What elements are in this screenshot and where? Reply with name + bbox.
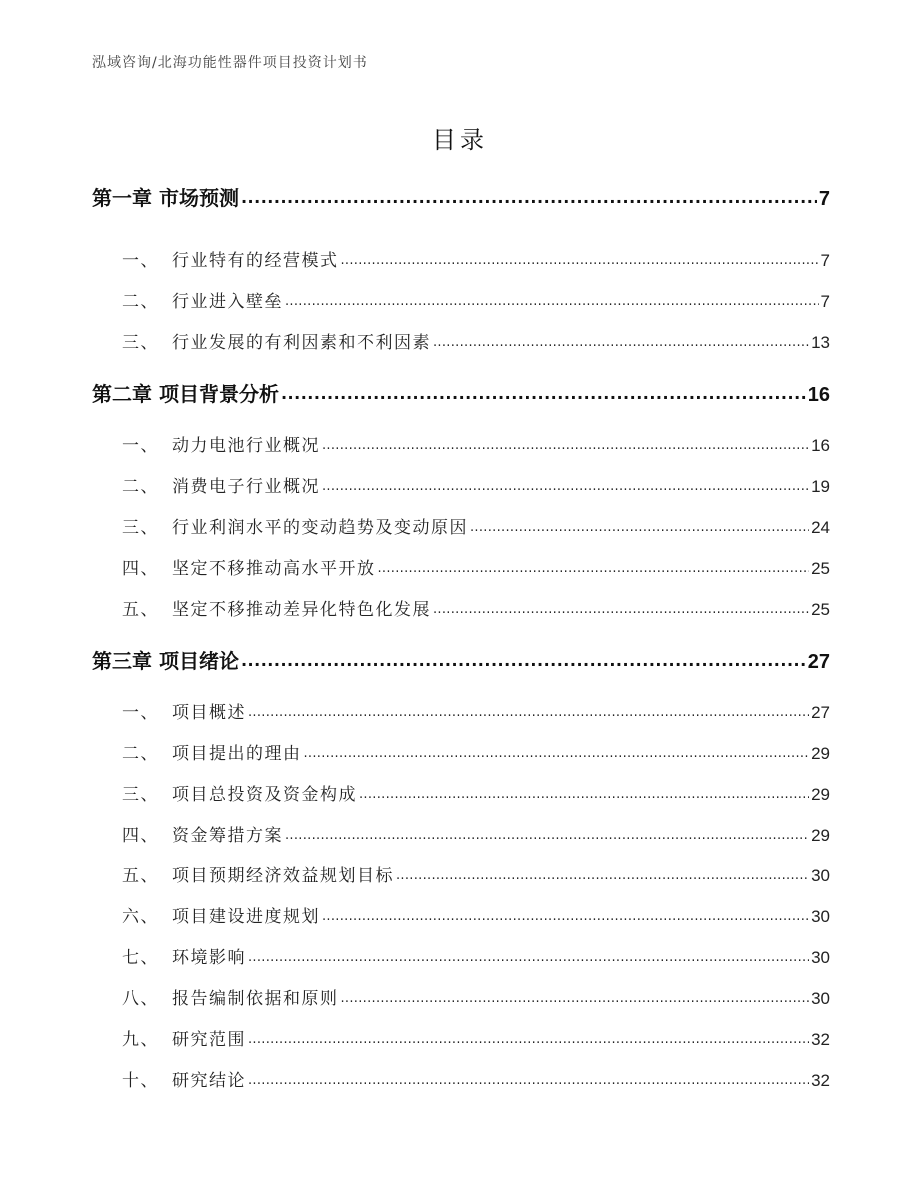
dot-leader [304, 742, 810, 759]
toc-entry-text: 项目概述 [172, 703, 246, 723]
toc-entry-label [92, 246, 341, 271]
toc-entry-text: 第一章 市场预测 [92, 186, 239, 210]
toc-section-entry[interactable] [92, 287, 830, 312]
toc-section-entry[interactable] [92, 328, 830, 353]
dot-leader [396, 864, 809, 881]
toc-section-entry[interactable] [92, 698, 830, 723]
toc-entry-number: 三、 [122, 518, 159, 538]
toc-page-number: 16 [807, 384, 830, 406]
dot-leader [470, 516, 809, 533]
toc-section-entry[interactable] [92, 431, 830, 456]
toc-entry-text: 报告编制依据和原则 [172, 989, 339, 1009]
toc-page-number: 27 [807, 651, 830, 673]
toc-section-entry[interactable] [92, 984, 830, 1009]
toc-entry-text: 项目预期经济效益规划目标 [172, 866, 394, 886]
toc-page-number: 7 [820, 292, 830, 311]
toc-page-number: 30 [811, 907, 830, 926]
dot-leader [378, 557, 810, 574]
toc-entry-label [92, 431, 322, 456]
toc-page-number: 24 [811, 518, 830, 537]
toc-entry-label [92, 780, 359, 805]
toc-entry-label [92, 984, 341, 1009]
toc-entry-number: 二、 [122, 744, 159, 764]
toc-entry-text: 研究结论 [172, 1071, 246, 1091]
toc-page-number: 29 [811, 785, 830, 804]
toc-page-number: 13 [811, 333, 830, 352]
toc-entry-text: 行业发展的有利因素和不利因素 [172, 333, 431, 353]
toc-entry-text: 坚定不移推动高水平开放 [172, 559, 376, 579]
toc-entry-label [92, 1066, 248, 1091]
dot-leader [241, 185, 817, 205]
toc-chapter-entry[interactable] [92, 182, 830, 211]
toc-page-number: 29 [811, 826, 830, 845]
toc-entry-label [92, 554, 378, 579]
toc-page-number: 7 [820, 251, 830, 270]
dot-leader [248, 701, 809, 718]
toc-section-entry[interactable] [92, 246, 830, 271]
toc-section-entry[interactable] [92, 472, 830, 497]
toc-entry-label [92, 698, 248, 723]
toc-entry-label [92, 595, 433, 620]
toc-entry-number: 六、 [122, 907, 159, 927]
toc-entry-text: 消费电子行业概况 [172, 477, 320, 497]
toc-page-number: 19 [811, 477, 830, 496]
dot-leader [359, 783, 809, 800]
toc-section-entry[interactable] [92, 821, 830, 846]
toc-section-entry[interactable] [92, 513, 830, 538]
toc-entry-number: 十、 [122, 1071, 159, 1091]
toc-entry-label [92, 287, 285, 312]
toc-page-number: 30 [811, 948, 830, 967]
toc-section-entry[interactable] [92, 739, 830, 764]
dot-leader [341, 249, 819, 266]
toc-entry-number: 三、 [122, 333, 159, 353]
dot-leader [281, 381, 806, 401]
toc-page-number: 25 [811, 600, 830, 619]
toc-chapter-entry[interactable] [92, 378, 830, 407]
dot-leader [248, 1069, 809, 1086]
toc-entry-text: 行业特有的经营模式 [172, 251, 339, 271]
dot-leader [433, 598, 809, 615]
toc-entry-text: 环境影响 [172, 948, 246, 968]
toc-section-entry[interactable] [92, 554, 830, 579]
toc-entry-number: 二、 [122, 477, 159, 497]
toc-entry-number: 七、 [122, 948, 159, 968]
toc-title: 目录 [432, 126, 488, 154]
toc-page-number: 30 [811, 989, 830, 1008]
toc-entry-number: 一、 [122, 251, 159, 271]
toc-entry-number: 一、 [122, 703, 159, 723]
toc-entry-label [92, 182, 241, 211]
toc-entry-label [92, 472, 322, 497]
toc-entry-label [92, 1025, 248, 1050]
toc-entry-text: 行业进入壁垒 [172, 292, 283, 312]
toc-entry-text: 项目提出的理由 [172, 744, 302, 764]
dot-leader [285, 290, 819, 307]
toc-entry-label [92, 739, 304, 764]
toc-entry-text: 研究范围 [172, 1030, 246, 1050]
toc-page-number: 7 [818, 188, 830, 210]
toc-section-entry[interactable] [92, 943, 830, 968]
toc-page-number: 27 [811, 703, 830, 722]
toc-section-entry[interactable] [92, 595, 830, 620]
toc-entry-text: 资金筹措方案 [172, 826, 283, 846]
dot-leader [433, 331, 809, 348]
toc-page-number: 16 [811, 436, 830, 455]
toc-section-entry[interactable] [92, 1066, 830, 1091]
toc-entry-number: 二、 [122, 292, 159, 312]
toc-entry-text: 行业利润水平的变动趋势及变动原因 [172, 518, 468, 538]
toc-entry-label [92, 378, 281, 407]
toc-section-entry[interactable] [92, 780, 830, 805]
dot-leader [322, 905, 809, 922]
running-header: 泓域咨询/北海功能性器件项目投资计划书 [92, 55, 368, 71]
toc-entry-number: 九、 [122, 1030, 159, 1050]
toc-entry-label [92, 902, 322, 927]
toc-page-number: 29 [811, 744, 830, 763]
toc-page-number: 32 [811, 1030, 830, 1049]
dot-leader [285, 824, 809, 841]
toc-entry-label [92, 645, 241, 674]
toc-entry-number: 五、 [122, 600, 159, 620]
toc-page-number: 32 [811, 1071, 830, 1090]
toc-page-number: 25 [811, 559, 830, 578]
dot-leader [322, 475, 809, 492]
toc-entry-number: 四、 [122, 826, 159, 846]
toc-section-entry[interactable] [92, 861, 830, 886]
toc-entry-label [92, 821, 285, 846]
toc-entry-number: 四、 [122, 559, 159, 579]
toc-entry-number: 三、 [122, 785, 159, 805]
toc-entry-text: 项目建设进度规划 [172, 907, 320, 927]
toc-entry-text: 坚定不移推动差异化特色化发展 [172, 600, 431, 620]
toc-section-entry[interactable] [92, 1025, 830, 1050]
dot-leader [248, 946, 809, 963]
toc-page-number: 30 [811, 866, 830, 885]
toc-entry-text: 第三章 项目绪论 [92, 649, 239, 673]
toc-chapter-entry[interactable] [92, 645, 830, 674]
toc-entry-label [92, 328, 433, 353]
toc-entry-text: 第二章 项目背景分析 [92, 382, 279, 406]
toc-section-entry[interactable] [92, 902, 830, 927]
dot-leader [341, 987, 810, 1004]
toc-entry-number: 八、 [122, 989, 159, 1009]
dot-leader [241, 648, 806, 668]
toc-entry-text: 动力电池行业概况 [172, 436, 320, 456]
dot-leader [248, 1028, 809, 1045]
dot-leader [322, 434, 809, 451]
toc-entry-label [92, 861, 396, 886]
toc-entry-number: 一、 [122, 436, 159, 456]
toc-entry-label [92, 943, 248, 968]
toc-entry-label [92, 513, 470, 538]
toc-entry-number: 五、 [122, 866, 159, 886]
toc-entry-text: 项目总投资及资金构成 [172, 785, 357, 805]
